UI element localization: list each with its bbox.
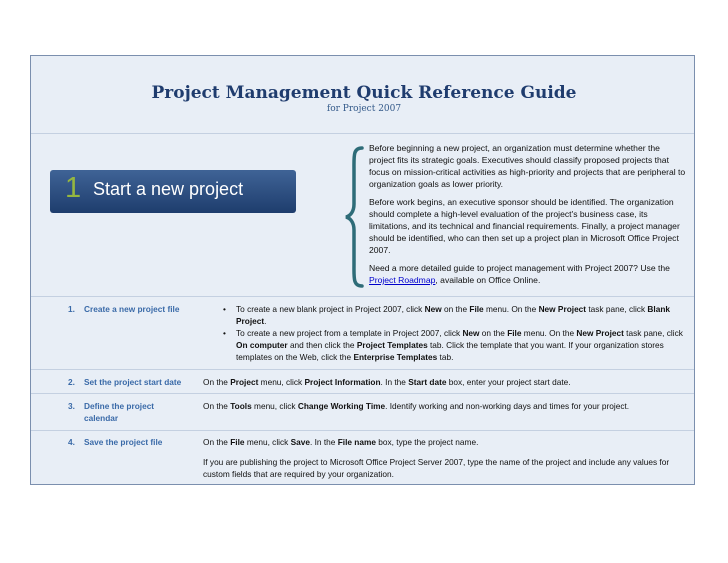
divider <box>31 296 694 297</box>
step-label-continued: calendar <box>84 413 119 423</box>
step-3-description: On the Tools menu, click Change Working Time. Identify working and non-working days and times for your project. <box>203 401 630 411</box>
divider <box>31 133 694 134</box>
intro-paragraph-3 <box>369 262 687 286</box>
project-server-note: If you are publishing the project to Microsoft Office Project Server 2007, type the name of the project and include any values for custom fields that are required by your organization. <box>203 457 670 479</box>
step-number: 1. <box>68 304 75 314</box>
intro-text <box>369 142 687 292</box>
list-item: • To create a new blank project in Project 2007, click New on the File menu. On the New Project task pane, click Blank Project. <box>223 304 670 326</box>
step-number: 4. <box>68 437 75 447</box>
intro-paragraph-3-tail: , available on Office Online. <box>435 275 541 285</box>
divider <box>31 430 694 431</box>
intro-paragraph-2: Before work begins, an executive sponsor should be identified. The organization should complete a high-level evaluation of the project's business case, its limitations, and its technical and financial requirements. Finally, a project manager should be identified, who can then set up a project plan in Microsoft Office Project 2007. <box>369 197 680 255</box>
step-save-project-file <box>68 436 204 448</box>
step-label: Set the project start date <box>84 377 182 387</box>
bullet-icon: • <box>223 328 226 338</box>
intro-paragraph-1: Before beginning a new project, an organization must determine whether the project fits its strategic goals. Executives should classify proposed projects that focus on mission-critical activities as high-priority and projects that are peripheral to organization goals as lower priority. <box>369 143 686 189</box>
step-2-description: On the Project menu, click Project Information. In the Start date box, enter your project start date. <box>203 377 571 387</box>
step-number: 3. <box>68 401 75 411</box>
page-title: Project Management Quick Reference Guide <box>151 83 577 103</box>
page-subtitle: for Project 2007 <box>326 104 402 114</box>
step-number: 2. <box>68 377 75 387</box>
brace-icon <box>344 146 364 288</box>
intro-paragraph-3-text: Need a more detailed guide to project management with Project 2007? Use the <box>369 263 670 273</box>
section-banner <box>50 170 296 213</box>
step-4-description: On the File menu, click Save. In the File name box, type the project name. <box>203 437 479 447</box>
section-title: Start a new project <box>93 179 244 199</box>
step-label: Create a new project file <box>84 304 180 314</box>
step-create-project-file <box>68 303 204 315</box>
section-number: 1 <box>65 172 82 204</box>
list-item: • To create a new project from a template in Project 2007, click New on the File menu. On the New Project task pane, click On computer and then click the Project Templates tab. Click the template that you want. If your organization stores templates on the Web, click the Enterprise Templates tab. <box>223 328 683 362</box>
step-1-description <box>203 303 691 363</box>
step-label: Define the project <box>84 401 155 411</box>
project-roadmap-link[interactable]: Project Roadmap <box>369 275 436 285</box>
step-set-start-date <box>68 376 204 388</box>
divider <box>31 369 694 370</box>
divider <box>31 393 694 394</box>
bullet-icon: • <box>223 304 226 314</box>
step-label: Save the project file <box>84 437 163 447</box>
step-define-calendar <box>68 400 204 424</box>
